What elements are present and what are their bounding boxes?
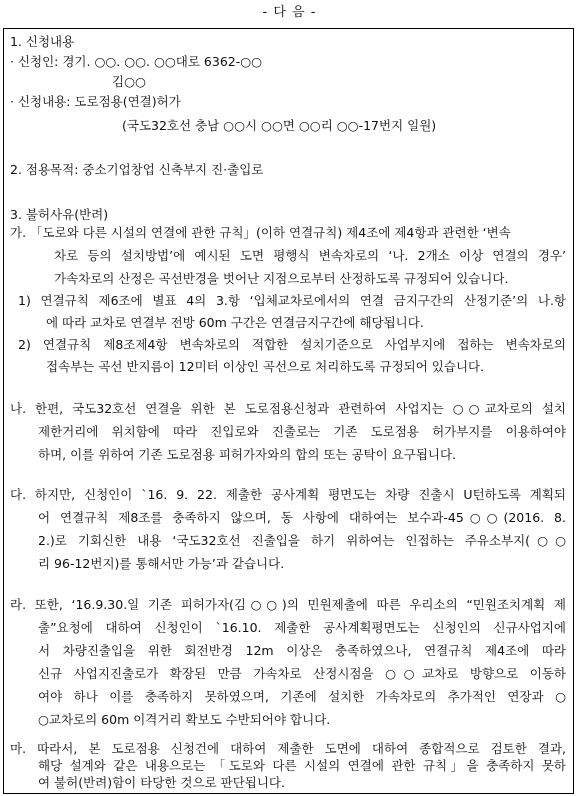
para-na-line: 제한거리에 위치함에 따라 진입로와 진출로는 기존 도로점용 허가부지를 이용하여야 [38,424,566,439]
para-ra-line: 라. 또한, ‘16.9.30.일 기존 피허가자(김○○)의 민원제출에 따른 우리소의 “민원조치계획 제 [10,597,566,612]
para-ma-line: 해당 설계와 같은 내용으로는 「도로와 다른 시설의 연결에 관한 규칙」을 충족하지 못하 [38,758,566,773]
notice-box [3,28,574,794]
para-ga-text: 가. 「도로와 다른 시설의 연결에 관한 규칙」(이하 연결규칙) 제4조에 제4항과 관련한 ‘변속 [10,225,511,240]
para-ra-line: 여야 하나 이를 충족하지 못하였으며, 기존에 설치한 가속차로의 추가적인 연장과 ○ [38,689,566,704]
para-ga-line [10,225,566,241]
applicant-line-2: 김○○ [112,74,146,89]
para-na-line: 나. 한편, 국도32호선 연결을 위한 본 도로점용신청과 관련하여 사업지는 ○○교차로의 설치 [10,401,566,416]
para-ra-line: 신규 사업지진출로가 확장된 만큼 가속차로 산정시점을 ○○교차로 방향으로 이동하 [38,666,566,681]
para-da-line: 어 연결규칙 제8조를 충족하지 않으며, 동 사항에 대하여는 보수과-45○○(2016. 8. [38,510,566,525]
para-ra-line: ○교차로의 60m 이격거리 확보도 수반되어야 합니다. [38,712,331,727]
para-ra-line: 출”요청에 대하여 신청인이 `16.10. 제출한 공사계획평면도는 신청인의 신규사업지에 [38,620,566,635]
para-da-line: 2.)로 기회신한 내용 ‘국도32호선 진출입을 하기 위하여는 인접하는 주유소부지(○○ [38,533,566,548]
request-line-1: · 신청내용: 도로점용(연결)허가 [10,94,181,109]
para-da-line: 리 96-12번지)를 통해서만 가능’과 같습니다. [38,556,285,571]
section-3-title: 3. 불허사유(반려) [10,207,109,222]
para-ma-line: 마. 따라서, 본 도로점용 신청건에 대하여 제출한 도면에 대하여 종합적으로 검토한 결과, [10,741,566,756]
applicant-line-1: · 신청인: 경기. ○○. ○○. ○○대로 6362-○○ [10,54,263,69]
para-ra-line: 서 차량진출입을 위한 회전반경 12m 이상은 충족하였으나, 연결규칙 제4조에 따라 [38,643,566,658]
section-1-title: 1. 신청내용 [10,34,75,49]
para-ga-line: 차로 등의 설치방법’에 예시된 도면 평행식 변속차로의 ‘나. 2개소 이상 연결의 경우’ [54,248,566,263]
para-ga-2-line: 접속부는 곡선 반지름이 12미터 이상인 곡선으로 처리하도록 규정되어 있습니다. [46,359,485,374]
para-ma-line: 여 불허(반려)함이 타당한 것으로 판단됩니다. [38,775,285,790]
para-da-line: 다. 하지만, 신청인이 `16. 9. 22. 제출한 공사계획 평면도는 차량 진출시 U턴하도록 계획되 [10,487,566,502]
para-ga-1-line: 에 따라 교차로 연결부 전방 60m 구간은 연결금지구간에 해당됩니다. [46,315,424,330]
para-ga-1-line: 1) 연결규칙 제6조에 별표 4의 3.항 ‘입체교차로에서의 연결 금지구간의 산정기준’의 나.항 [18,293,566,308]
request-line-2: (국도32호선 충남 ○○시 ○○면 ○○리 ○○-17번지 일원) [122,118,437,133]
section-2-title: 2. 점용목적: 중소기업창업 신축부지 진·출입로 [10,162,264,177]
para-ga-2-line: 2) 연결규칙 제8조제4항 변속차로의 적합한 설치기준으로 사업부지에 접하는 변속차로의 [18,337,566,352]
para-na-line: 하며, 이를 위하여 기존 도로점용 피허가자와의 합의 또는 공탁이 요구됩니다. [38,447,457,462]
document-heading: - 다 음 - [262,5,317,20]
para-ga-line: 가속차로의 산정은 곡선반경을 벗어난 지점으로부터 산정하도록 규정되어 있습니다. [54,271,509,286]
